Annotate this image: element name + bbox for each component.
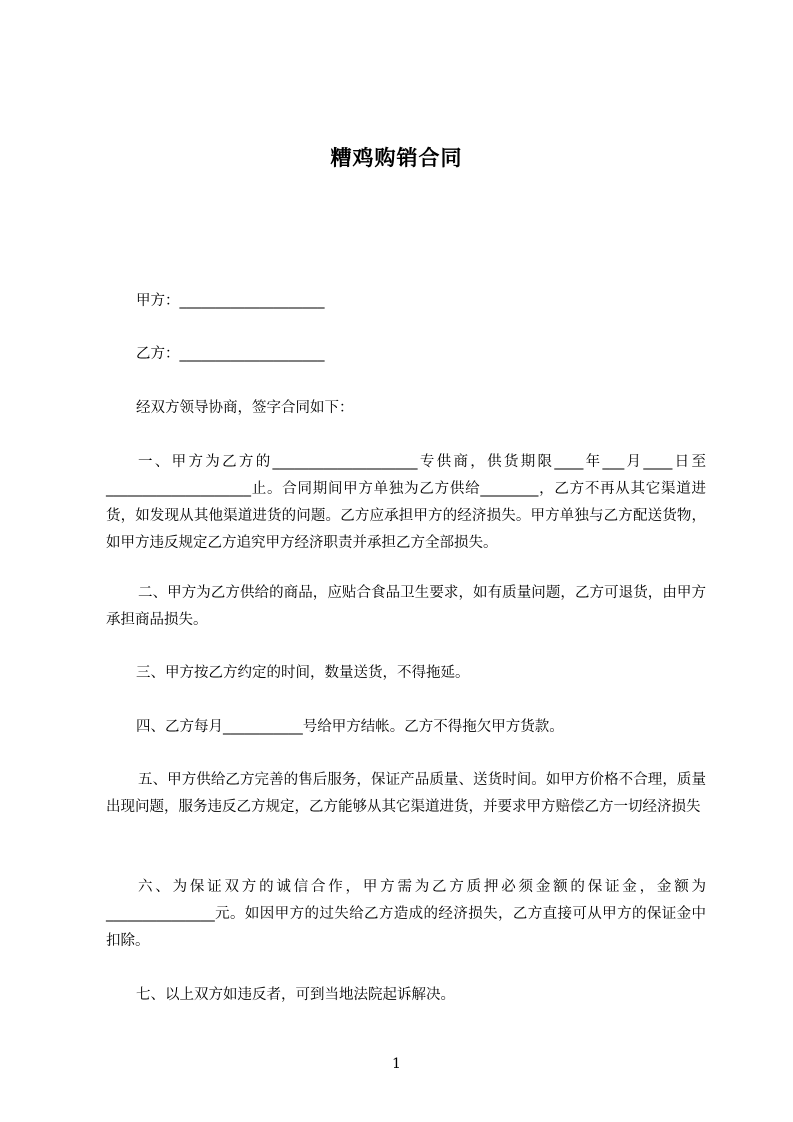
intro-paragraph: 经双方领导协商，签字合同如下： [136, 400, 354, 416]
clause-2-paragraph: 二、甲方为乙方供给的商品，应贴合食品卫生要求，如有质量问题，乙方可退货，由甲方承担商品损失。 [106, 585, 706, 628]
party-a-line: 甲方：____________________ [136, 293, 325, 309]
party-b-line: 乙方：____________________ [136, 346, 325, 362]
clause-1-paragraph: 一、甲方为乙方的____________________专供商，供货期限____年___月____日至____________________止。合同期间甲方单独为乙方供给________，乙方不再从其它渠道进货，如发现从其他渠道进货的问题。乙方应承担甲方的经济损失。甲方单独与乙方配送货物，如甲方违反规定乙方追究甲方经济职责并承担乙方全部损失。 [106, 454, 706, 551]
page-number: 1 [392, 1056, 401, 1072]
clause-5-paragraph: 五、甲方供给乙方完善的售后服务，保证产品质量、送货时间。如甲方价格不合理，质量出现问题，服务违反乙方规定，乙方能够从其它渠道进货，并要求甲方赔偿乙方一切经济损失 [106, 772, 706, 815]
clause-6-paragraph: 六、为保证双方的诚信合作，甲方需为乙方质押必须金额的保证金，金额为_______________元。如因甲方的过失给乙方造成的经济损失，乙方直接可从甲方的保证金中扣除。 [106, 879, 706, 949]
clause-3-paragraph: 三、甲方按乙方约定的时间，数量送货，不得拖延。 [136, 665, 470, 681]
contract-title: 糟鸡购销合同 [330, 146, 463, 170]
clause-4-paragraph: 四、乙方每月___________号给甲方结帐。乙方不得拖欠甲方货款。 [136, 719, 564, 735]
clause-7-paragraph: 七、以上双方如违反者，可到当地法院起诉解决。 [136, 987, 455, 1003]
